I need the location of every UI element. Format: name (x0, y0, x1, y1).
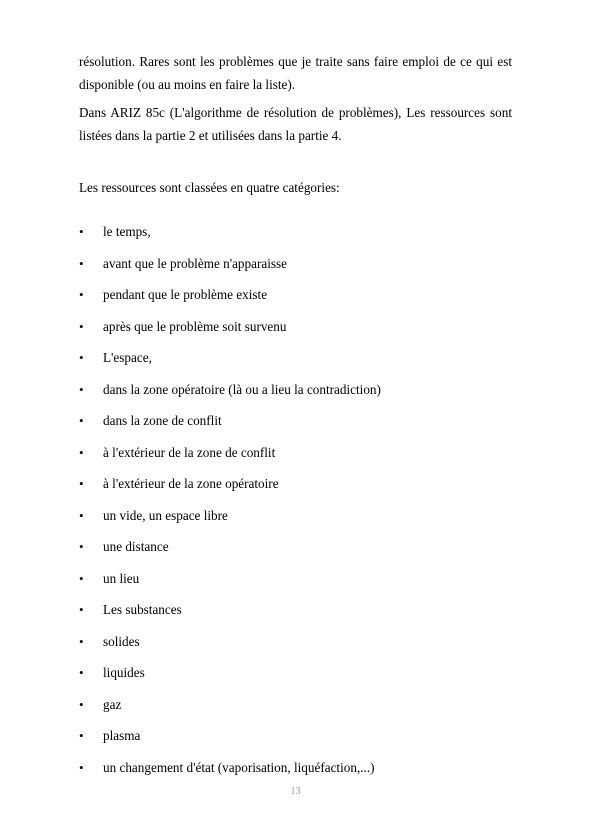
bullet-icon: • (79, 318, 84, 334)
list-item (79, 598, 512, 630)
list-item-text: dans la zone opératoire (là ou a lieu la contradiction) (103, 381, 381, 397)
list-item (79, 283, 512, 315)
list-item (79, 567, 512, 599)
list-item-text: L'espace, (103, 350, 152, 365)
list-item (79, 409, 512, 441)
paragraph-categories-intro: Les ressources sont classées en quatre catégories: (79, 180, 340, 195)
list-item (79, 724, 512, 756)
list-item-text: un vide, un espace libre (103, 507, 228, 523)
list-item-text: dans la zone de conflit (103, 413, 222, 428)
bullet-icon: • (79, 570, 84, 586)
list-item-text: le temps, (103, 224, 151, 239)
list-item-text: à l'extérieur de la zone opératoire (103, 476, 279, 491)
list-item-text: pendant que le problème existe (103, 287, 268, 302)
list-item (79, 252, 512, 284)
bullet-icon: • (79, 444, 84, 460)
list-item (79, 346, 512, 378)
list-item (79, 441, 512, 473)
bullet-icon: • (79, 602, 84, 617)
bullet-icon: • (79, 350, 84, 365)
list-item-text: solides (103, 633, 140, 649)
paragraph-resolution: résolution. Rares sont les problèmes que je traite sans faire emploi de ce qui est disponible (ou au moins en faire la liste). (79, 54, 512, 92)
list-item (79, 472, 512, 504)
bullet-icon: • (79, 287, 84, 302)
list-item-text: un changement d'état (vaporisation, liquéfaction,...) (103, 759, 375, 775)
list-item (79, 535, 512, 567)
list-item-text: après que le problème soit survenu (103, 318, 287, 334)
bullet-icon: • (79, 696, 84, 712)
list-item-text: un lieu (103, 570, 140, 586)
bullet-icon: • (79, 665, 84, 680)
list-item-text: à l'extérieur de la zone de conflit (103, 444, 276, 460)
bullet-icon: • (79, 759, 84, 775)
list-item-text: plasma (103, 728, 141, 743)
bullet-icon: • (79, 255, 84, 271)
bullet-icon: • (79, 633, 84, 649)
bullet-icon: • (79, 381, 84, 397)
list-item (79, 315, 512, 347)
bullet-icon: • (79, 224, 84, 239)
list-item (79, 504, 512, 536)
list-item (79, 661, 512, 693)
list-item (79, 756, 512, 788)
list-item (79, 693, 512, 725)
bullet-icon: • (79, 507, 84, 523)
list-item-text: avant que le problème n'apparaisse (103, 255, 287, 271)
list-item-text: liquides (103, 665, 145, 680)
list-item-text: Les substances (103, 602, 182, 617)
page-number: 13 (290, 786, 301, 797)
resource-list (79, 220, 512, 787)
list-item (79, 378, 512, 410)
paragraph-ariz: Dans ARIZ 85c (L'algorithme de résolution de problèmes), Les ressources sont listées dans la partie 2 et utilisées dans la partie 4. (79, 105, 512, 143)
list-item (79, 630, 512, 662)
bullet-icon: • (79, 476, 84, 491)
list-item-text: une distance (103, 539, 169, 554)
list-item-text: gaz (103, 696, 122, 712)
bullet-icon: • (79, 413, 84, 428)
list-item (79, 220, 512, 252)
bullet-icon: • (79, 539, 84, 554)
bullet-icon: • (79, 728, 84, 743)
